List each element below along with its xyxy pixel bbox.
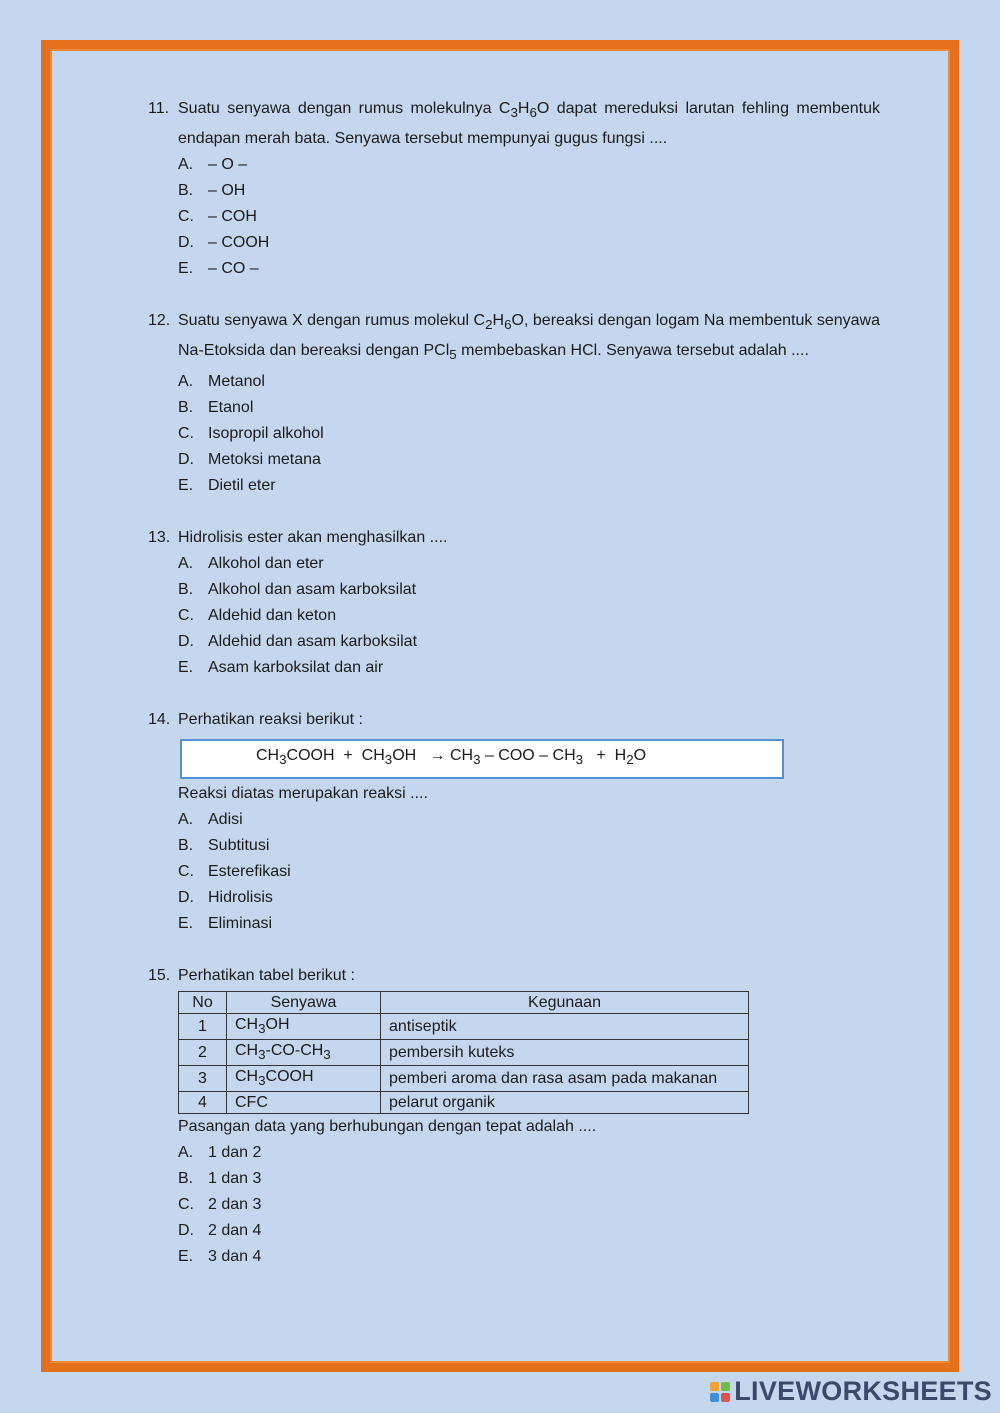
table-cell-senyawa: $CH_3-CO-CH_3$: [227, 1039, 381, 1065]
option-letter: C.: [178, 1196, 194, 1214]
options-list: [178, 1140, 880, 1270]
option-c[interactable]: [178, 204, 880, 230]
options-list: [178, 369, 880, 499]
option-d[interactable]: [178, 1218, 880, 1244]
option-b[interactable]: [178, 1166, 880, 1192]
option-text: – CO –: [208, 260, 259, 278]
reaction-equation-box: [180, 739, 784, 779]
option-e[interactable]: [178, 1244, 880, 1270]
question-stem: Suatu senyawa dengan rumus molekulnya $C_3H_6O$ dapat mereduksi larutan fehling membentuk endapan merah bata. Senyawa tersebut mempunyai gugus fungsi ....: [178, 100, 880, 148]
option-letter: B.: [178, 1170, 194, 1188]
table-cell-no: 4: [179, 1092, 227, 1114]
option-text: Aldehid dan asam karboksilat: [208, 632, 418, 650]
table-cell-kegunaan: antiseptik: [381, 1013, 749, 1039]
option-letter: E.: [178, 476, 194, 494]
option-b[interactable]: [178, 178, 880, 204]
table-cell-no: 3: [179, 1065, 227, 1091]
option-letter: C.: [178, 606, 194, 624]
option-c[interactable]: [178, 603, 880, 629]
option-letter: E.: [178, 1248, 194, 1266]
option-letter: D.: [178, 888, 194, 906]
question-number: 12.: [148, 312, 171, 330]
option-letter: C.: [178, 862, 194, 880]
option-text: 2 dan 4: [208, 1222, 262, 1240]
option-c[interactable]: [178, 421, 880, 447]
option-text: Alkohol dan eter: [208, 554, 324, 572]
table-cell-kegunaan: pembersih kuteks: [381, 1039, 749, 1065]
option-letter: E.: [178, 260, 194, 278]
option-letter: C.: [178, 424, 194, 442]
option-b[interactable]: [178, 577, 880, 603]
option-a[interactable]: [178, 1140, 880, 1166]
liveworksheets-logo[interactable]: [710, 1376, 992, 1407]
question-stem: Perhatikan tabel berikut :: [178, 966, 355, 984]
option-text: Dietil eter: [208, 476, 276, 494]
option-letter: D.: [178, 450, 194, 468]
option-text: Esterefikasi: [208, 862, 291, 880]
option-d[interactable]: [178, 885, 880, 911]
option-a[interactable]: [178, 152, 880, 178]
option-text: Aldehid dan keton: [208, 606, 337, 624]
option-text: Alkohol dan asam karboksilat: [208, 580, 417, 598]
table-header: Kegunaan: [381, 991, 749, 1013]
question-number: 14.: [148, 710, 171, 728]
option-letter: B.: [178, 398, 194, 416]
table-header: Senyawa: [227, 991, 381, 1013]
option-e[interactable]: [178, 256, 880, 282]
option-text: 1 dan 2: [208, 1144, 262, 1162]
option-text: Subtitusi: [208, 836, 270, 854]
option-letter: B.: [178, 182, 194, 200]
option-c[interactable]: [178, 1192, 880, 1218]
option-letter: D.: [178, 1222, 194, 1240]
option-b[interactable]: [178, 395, 880, 421]
table-cell-kegunaan: pelarut organik: [381, 1092, 749, 1114]
worksheet-content: [148, 96, 880, 1270]
table-row: [179, 1013, 749, 1039]
question-stem: Hidrolisis ester akan menghasilkan ....: [178, 528, 448, 546]
question-11: [148, 96, 880, 282]
question-number: 11.: [148, 100, 170, 117]
table-cell-kegunaan: pemberi aroma dan rasa asam pada makanan: [381, 1065, 749, 1091]
option-text: Adisi: [208, 810, 243, 828]
option-a[interactable]: [178, 369, 880, 395]
table-header: No: [179, 991, 227, 1013]
option-letter: A.: [178, 554, 194, 572]
options-list: [178, 551, 880, 681]
table-cell-senyawa: $CH_3COOH$: [227, 1065, 381, 1091]
option-letter: E.: [178, 658, 194, 676]
option-text: Hidrolisis: [208, 888, 273, 906]
option-text: 2 dan 3: [208, 1196, 262, 1214]
option-text: – COOH: [208, 234, 270, 252]
option-text: – COH: [208, 208, 257, 226]
question-number: 13.: [148, 528, 171, 546]
logo-text: LIVEWORKSHEETS: [734, 1376, 992, 1406]
reaction-equation: $CH_3COOH + CH_3OH \to CH_3$ – COO – $CH_3 + H_2O$: [256, 747, 647, 768]
option-letter: A.: [178, 1144, 194, 1162]
option-e[interactable]: [178, 655, 880, 681]
question-prompt: Pasangan data yang berhubungan dengan tepat adalah ....: [178, 1118, 597, 1136]
question-prompt: Reaksi diatas merupakan reaksi ....: [178, 784, 428, 802]
option-e[interactable]: [178, 911, 880, 937]
table-row: [179, 1092, 749, 1114]
option-letter: A.: [178, 372, 194, 390]
compound-usage-table: [178, 991, 749, 1115]
option-text: 3 dan 4: [208, 1248, 262, 1266]
option-d[interactable]: [178, 447, 880, 473]
option-letter: D.: [178, 632, 194, 650]
option-letter: C.: [178, 208, 194, 226]
liveworksheets-logo-icon: [710, 1382, 730, 1402]
option-text: Metanol: [208, 372, 265, 390]
option-text: – O –: [208, 156, 248, 174]
options-list: [178, 152, 880, 282]
option-text: Eliminasi: [208, 914, 273, 932]
option-c[interactable]: [178, 859, 880, 885]
question-stem: Suatu senyawa X dengan rumus molekul $C_2H_6O$, bereaksi dengan logam Na membentuk senyawa Na-Etoksida dan bereaksi dengan PCl$_5$ membebaskan HCl. Senyawa tersebut adalah ....: [178, 312, 880, 363]
option-a[interactable]: [178, 807, 880, 833]
table-row: [179, 1065, 749, 1091]
option-text: Etanol: [208, 398, 254, 416]
option-text: Asam karboksilat dan air: [208, 658, 384, 676]
table-cell-senyawa: $CH_3OH$: [227, 1013, 381, 1039]
option-b[interactable]: [178, 833, 880, 859]
question-number: 15.: [148, 966, 171, 984]
option-letter: B.: [178, 580, 194, 598]
question-15: [148, 963, 880, 1271]
question-14: [148, 707, 880, 937]
option-text: 1 dan 3: [208, 1170, 262, 1188]
question-stem: Perhatikan reaksi berikut :: [178, 710, 363, 728]
option-text: Metoksi metana: [208, 450, 321, 468]
option-text: Isopropil alkohol: [208, 424, 324, 442]
option-letter: B.: [178, 836, 194, 854]
option-text: – OH: [208, 182, 246, 200]
option-a[interactable]: [178, 551, 880, 577]
table-row: [179, 1039, 749, 1065]
option-letter: D.: [178, 234, 194, 252]
option-d[interactable]: [178, 230, 880, 256]
table-header-row: [179, 991, 749, 1013]
option-letter: A.: [178, 810, 194, 828]
question-13: [148, 525, 880, 681]
option-letter: E.: [178, 914, 194, 932]
question-12: [148, 308, 880, 498]
table-cell-no: 1: [179, 1013, 227, 1039]
table-cell-no: 2: [179, 1039, 227, 1065]
options-list: [178, 807, 880, 937]
option-d[interactable]: [178, 629, 880, 655]
table-cell-senyawa: CFC: [227, 1092, 381, 1114]
option-e[interactable]: [178, 473, 880, 499]
option-letter: A.: [178, 156, 194, 174]
